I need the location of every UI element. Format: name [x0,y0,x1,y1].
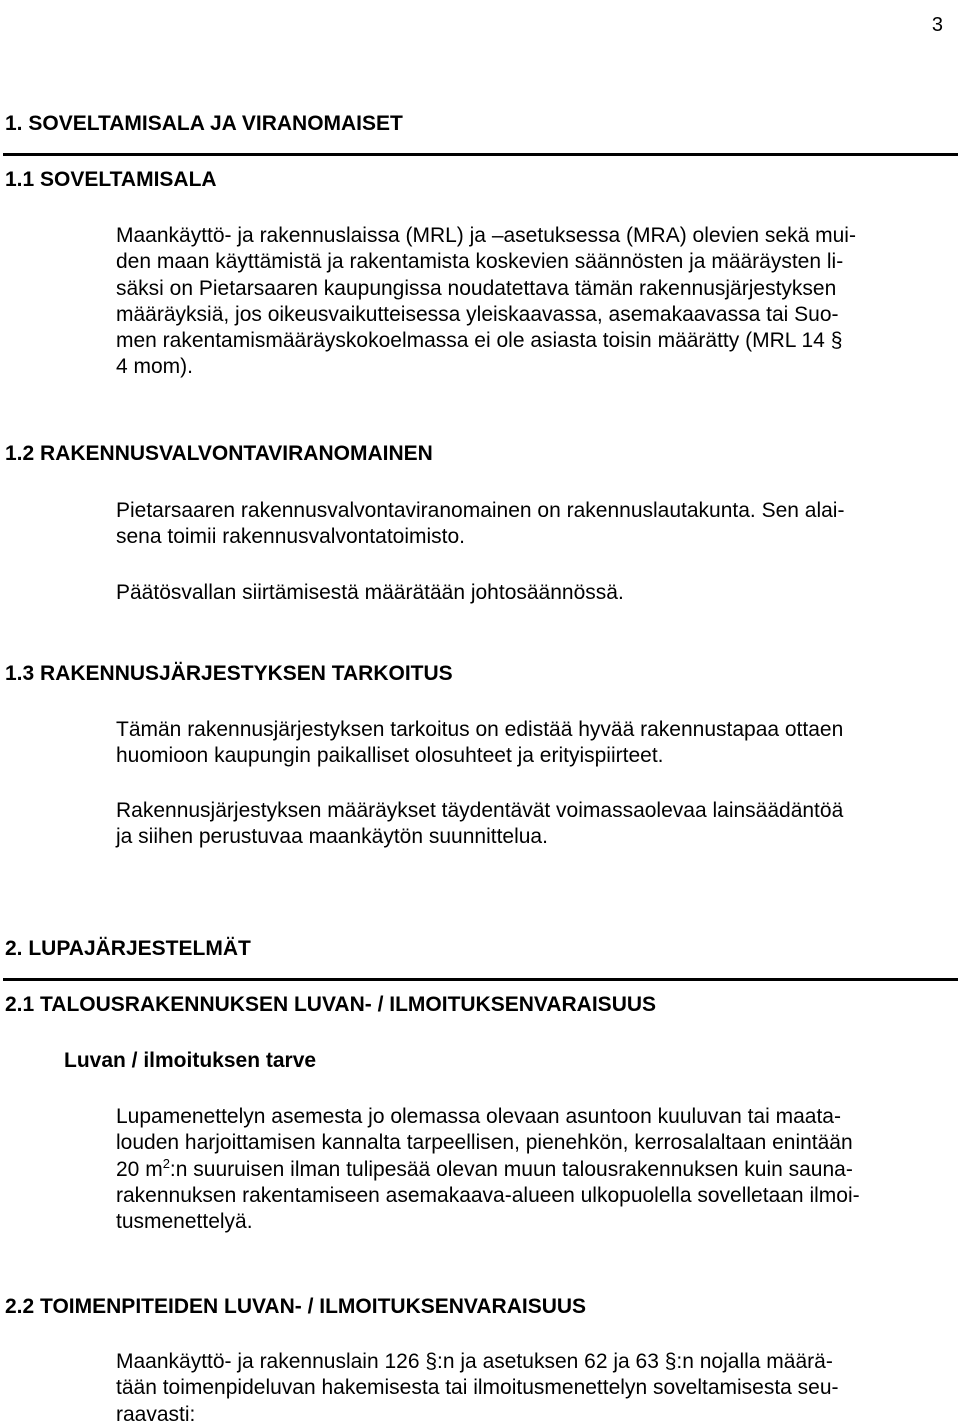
superscript: 2 [162,1155,170,1171]
paragraph-line: 4 mom). [116,355,194,379]
paragraph-line: Maankäyttö- ja rakennuslaissa (MRL) ja –asetuksessa (MRA) olevien sekä mui- [116,224,856,247]
paragraph-line: Tämän rakennusjärjestyksen tarkoitus on edistää hyvää rakennustapaa ottaen [116,718,844,741]
paragraph-text: men rakentamismääräyskokoelmassa ei ole asiasta toisin määrätty (MRL 14 [116,329,825,353]
paragraph-line: den maan käyttämistä ja rakentamista koskevien säännösten ja määräysten li- [116,250,844,274]
section-1-3-paragraph [116,717,946,770]
paragraph-line: Rakennusjärjestyksen määräykset täydentävät voimassaolevaa lainsäädäntöä [116,799,844,822]
page-number: 3 [931,14,943,36]
paragraph-line [116,1157,946,1183]
section-1-3-paragraph-2 [116,798,946,851]
paragraph-line [116,328,946,354]
section-2-2-heading: 2.2 TOIMENPITEIDEN LUVAN- / ILMOITUKSENVARAISUUS [5,1295,587,1318]
paragraph-line: huomioon kaupungin paikalliset olosuhteet ja erityispiirteet. [116,744,664,768]
paragraph-line: sena toimii rakennusvalvontatoimisto. [116,525,466,549]
section-1-1-heading: 1.1 SOVELTAMISALA [5,168,217,191]
section-1-rule [3,153,958,156]
paragraph-line: rakennuksen rakentamiseen asemakaava-alueen ulkopuolella sovelletaan ilmoi- [116,1183,860,1207]
section-2-1-subheading: Luvan / ilmoituksen tarve [64,1049,317,1072]
paragraph-text: :n suuruisen ilman tulipesää olevan muun talousrakennuksen kuin sauna- [169,1157,853,1181]
paragraph-text: Maankäyttö- ja rakennuslain 126 [116,1350,426,1373]
section-2-1-paragraph [116,1104,946,1235]
section-2-rule [3,978,958,981]
paragraph-line: tusmenettelyä. [116,1210,253,1234]
paragraph-line: Pietarsaaren rakennusvalvontaviranomainen on rakennuslautakunta. Sen alai- [116,499,845,522]
paragraph-line: louden harjoittamisen kannalta tarpeellisen, pienehkön, kerrosalaltaan enintään [116,1131,853,1155]
section-1-2-paragraph-2 [116,580,946,606]
area-value: 20 m [116,1157,163,1181]
section-sign: § [425,1350,438,1373]
section-sign: § [664,1350,677,1373]
section-1-heading: 1. SOVELTAMISALA JA VIRANOMAISET [5,112,403,135]
section-1-1-paragraph [116,223,946,381]
paragraph-text: :n ja asetuksen 62 ja 63 [437,1350,665,1373]
section-2-heading: 2. LUPAJÄRJESTELMÄT [5,937,251,960]
section-1-2-paragraph [116,498,946,551]
paragraph-line: ja siihen perustuvaa maankäytön suunnittelua. [116,825,548,849]
section-2-1-heading: 2.1 TALOUSRAKENNUKSEN LUVAN- / ILMOITUKSENVARAISUUS [5,993,657,1016]
section-1-3-heading: 1.3 RAKENNUSJÄRJESTYKSEN TARKOITUS [5,662,453,685]
paragraph-line: raavasti: [116,1402,196,1426]
paragraph-line: säksi on Pietarsaaren kaupungissa noudatettava tämän rakennusjärjestyksen [116,276,837,300]
paragraph-line: Päätösvallan siirtämisestä määrätään johtosäännössä. [116,581,624,604]
section-sign: § [830,329,843,353]
paragraph-line: Lupamenettelyn asemesta jo olemassa olevaan asuntoon kuuluvan tai maata- [116,1105,841,1128]
paragraph-line: tään toimenpideluvan hakemisesta tai ilmoitusmenettelyn soveltamisesta seu- [116,1376,839,1400]
paragraph-text: :n nojalla määrä- [676,1350,833,1373]
paragraph-line: määräyksiä, jos oikeusvaikutteisessa yleiskaavassa, asemakaavassa tai Suo- [116,302,839,326]
section-2-2-paragraph [116,1349,946,1428]
section-1-2-heading: 1.2 RAKENNUSVALVONTAVIRANOMAINEN [5,442,433,465]
paragraph-line [116,1349,946,1375]
